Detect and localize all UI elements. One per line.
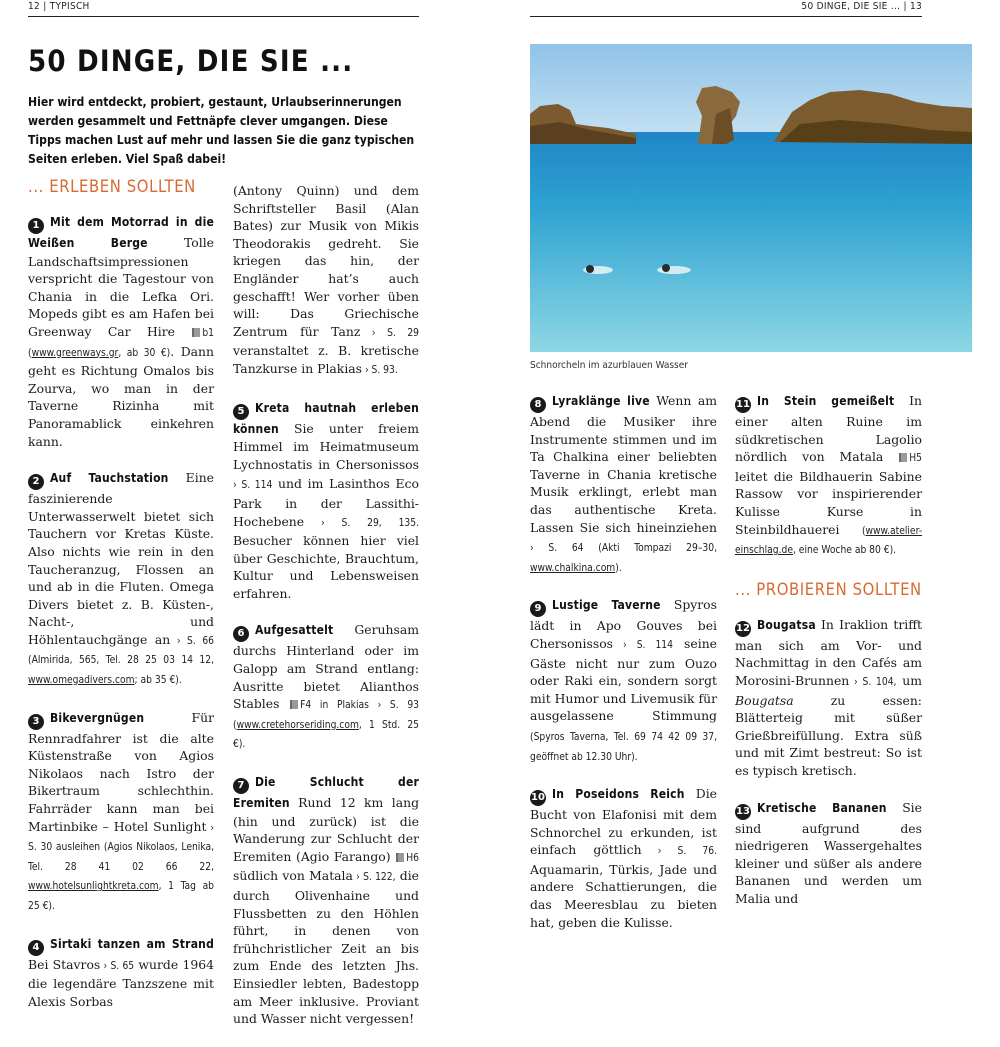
entry-info: , 1 Std. 25 €). [233, 719, 419, 751]
list-item [28, 469, 214, 690]
entry-text: Für Rennradfahrer ist die alte Küstenstraße von Agios Nikolaos nach Istro der Bikertraum schlechthin. Fahrräder kann man bei Martinbike – Hotel Sunlight [28, 709, 214, 834]
entry-text: Besucher können hier viel über Geschichte, Brauchtum, Kultur und Lebensweisen erfahren. [233, 533, 419, 601]
entry-text: Sie unter freiem Himmel im Heimatmuseum Lychnostatis in Chersonissos [233, 420, 419, 472]
entry-info: , 1 Tag ab 25 €). [28, 881, 214, 912]
entry-text: und im Lasinthos Eco Park in der Lassithi-Hochebene [233, 476, 419, 529]
entry-title: Bikevergnügen [50, 710, 145, 725]
page-header-right [530, 0, 922, 17]
entry-info: › S. 29 [360, 327, 419, 339]
entry-number: 3 [28, 714, 44, 730]
website-link[interactable]: www.chalkina.com [530, 562, 616, 574]
list-item [233, 621, 419, 754]
entry-title: In Poseidons Reich [552, 787, 685, 802]
entry-title: Lustige Taverne [552, 598, 661, 613]
list-item [530, 785, 717, 931]
entry-text: Bei Stavros [28, 956, 101, 972]
entry-info: › S. 122, [352, 872, 396, 884]
entry-text: Eine faszinierende Unterwasserwelt bietet sich Tauchern vor Kretas Küste. Also nichts wie rein in den Taucheranzug, Flossen an und ab in die Fluten. Omega Divers bietet z. B. Küsten-, Nacht-, und Höhlentauchgänge an [28, 470, 215, 647]
header-right-label: 50 DINGE, DIE SIE ... | 13 [801, 1, 922, 12]
snorkeling-photo [530, 44, 972, 352]
swimmer-2-head [662, 264, 670, 272]
entry-text: seine Gäste nicht nur zum Ouzo oder Raki ein, sondern sorgt mit Humor und Livemusik für ausgelassene Stimmung [530, 635, 718, 724]
entry-info: ). [615, 562, 622, 574]
website-link[interactable]: www.hotelsunlightkreta.com [28, 881, 159, 893]
entry-number: 11 [735, 397, 751, 413]
entry-title: In Stein gemeißelt [757, 394, 895, 408]
entry-text: wurde 1964 die legendäre Tanzszene mit Alexis Sorbas [28, 956, 215, 1009]
entry-number: 7 [233, 778, 249, 794]
intro-text: Hier wird entdeckt, probiert, gestaunt, Urlaubserinnerungen werden gesammelt und Fettnäpfe clever umgangen. Diese Tipps machen Lust auf mehr und lassen Sie die ganz typischen Seiten erleben. Viel Spaß dabei! [28, 95, 415, 166]
map-icon [396, 853, 404, 862]
entry-info: › S. 66 (Almirida, 565, Tel. 28 25 03 14 12, [28, 635, 214, 667]
entry-text: . Dann geht es Richtung Omalos bis Zourva, wo man in der Taverne Rizinha mit Panoramablick einkehren kann. [28, 343, 214, 449]
photo-caption: Schnorcheln im azurblauen Wasser [530, 360, 688, 371]
entry-info: › S. 65 [100, 960, 135, 972]
list-item-continuation [233, 182, 419, 380]
entry-info: H5 [909, 453, 922, 465]
entry-info: › S. 114 [233, 480, 273, 492]
entry-emphasis: Bougatsa [735, 692, 794, 708]
entry-info: F4 in Plakias › S. 93 ( [233, 700, 419, 731]
entry-info: › S. 76. [641, 846, 717, 858]
section-heading-erleben: ... ERLEBEN SOLLTEN [28, 177, 196, 196]
entry-text: südlich von Matala [233, 868, 353, 884]
entry-text: (Antony Quinn) und dem Schriftsteller Basil (Alan Bates) zur Musik von Mikis Theodorakis gedreht. Sie kriegen das hin, der Engländer hat’s auch geschafft! Wer vorher üben will: Das Griechische Zentrum für Tanz [233, 183, 419, 339]
website-link[interactable]: www.greenways.gr [31, 347, 119, 359]
entry-info: › S. 104, [849, 676, 897, 688]
entry-info: (Spyros Taverna, Tel. 69 74 42 09 37, geöffnet ab 12.30 Uhr). [530, 731, 717, 763]
website-link[interactable]: www.atelier-einschlag.de [735, 525, 922, 557]
column-2 [233, 182, 419, 1047]
entry-info: › S. 64 (Akti Tompazi 29–30, [530, 543, 717, 555]
list-item [530, 392, 717, 577]
list-item [28, 213, 214, 450]
entry-number: 12 [735, 621, 751, 637]
entry-text: Die Bucht von Elafonisi mit dem Schnorchel zu erkunden, ist einfach göttlich [530, 786, 717, 858]
swimmer-1-head [586, 265, 594, 273]
entry-info: › S. 30 ausleihen (Agios Nikolaos, Lenika, Tel. 28 41 02 66 22, [28, 822, 214, 873]
website-link[interactable]: www.cretehorseriding.com [236, 719, 359, 731]
list-item [735, 616, 922, 780]
list-item [28, 935, 214, 1011]
entry-text: Sie sind aufgrund des niedrigeren Wassergehaltes kleiner und süßer als andere Bananen und werden um Malia und [735, 799, 922, 906]
entry-title: Kretische Bananen [757, 800, 887, 815]
entry-title: Auf Tauchstation [50, 471, 169, 486]
entry-title: Sirtaki tanzen am Strand [50, 936, 214, 951]
entry-title: Aufgesattelt [255, 623, 334, 638]
entry-info: › S. 114 [613, 639, 673, 651]
entry-info: b1 ( [28, 327, 214, 359]
page-title: 50 DINGE, DIE SIE ... [28, 44, 354, 78]
entry-title: Die Schlucht der Eremiten [233, 775, 419, 811]
entry-info: H6 [406, 852, 419, 864]
entry-number: 1 [28, 218, 44, 234]
entry-info: , eine Woche ab 80 €). [792, 545, 897, 557]
entry-text: In einer alten Ruine im südkretischen Lagolio nördlich von Matala [735, 393, 922, 465]
list-item [530, 596, 717, 766]
entry-number: 13 [735, 804, 751, 820]
entry-text: die durch Olivenhaine und Flussbetten zu den Höhlen führt, in denen von frühchristlicher Zeit an bis zum Ende des letzten Jhs. Einsiedler lebten, Badestopp am Meer inklusive. Proviant und Wasser nicht vergessen! [233, 868, 419, 1027]
sea [530, 132, 972, 352]
list-item [735, 392, 922, 560]
entry-title: Lyraklänge live [552, 394, 650, 408]
entry-text: um [896, 672, 923, 688]
seascape-image [530, 44, 972, 352]
entry-text: Wenn am Abend die Musiker ihre Instrumente stimmen und im Ta Chalkina einer beliebten Taverne in Chania kretische Musik erklingt, erlebt man das authentische Kreta. Lassen Sie sich hineinziehen [530, 393, 718, 535]
entry-text: zu essen: Blätterteig mit süßer Grießbreifüllung. Extra süß und mit Zimt bestreut: So ist es typisch kretisch. [735, 692, 922, 778]
entry-text: Spyros lädt in Apo Gouves bei Chersonissos [530, 597, 717, 651]
website-link[interactable]: www.omegadivers.com [28, 675, 135, 687]
entry-title: Kreta hautnah erleben können [233, 400, 419, 436]
map-icon [899, 453, 907, 462]
entry-text: veranstaltet z. B. kretische Tanzkurse in Plakias [233, 343, 419, 376]
column-4 [735, 392, 922, 926]
entry-text: Aquamarin, Türkis, Jade und andere Schattierungen, die das Meeresblau zu bieten hat, geben die Kulisse. [530, 861, 717, 930]
list-item [233, 773, 419, 1028]
entry-number: 8 [530, 397, 546, 413]
list-item [233, 399, 419, 603]
entry-info: › S. 93. [362, 364, 398, 376]
entry-number: 6 [233, 626, 249, 642]
entry-number: 9 [530, 601, 546, 617]
entry-info: › S. 29, 135. [304, 517, 419, 529]
map-icon [192, 328, 200, 337]
entry-number: 5 [233, 404, 249, 420]
entry-number: 4 [28, 940, 44, 956]
entry-info: , ab 30 €) [118, 347, 171, 359]
entry-number: 10 [530, 790, 546, 806]
entry-text: Rund 12 km lang (hin und zurück) ist die Wanderung zur Schlucht der Eremiten (Agio Farango) [233, 795, 419, 864]
entry-text: leitet die Bildhauerin Sabine Rassow vor inspirierender Kulisse Kurse in Steinbildhauerei [735, 468, 922, 537]
header-left-label: 12 | TYPISCH [28, 1, 90, 12]
entry-number: 2 [28, 474, 44, 490]
entry-title: Mit dem Motorrad in die Weißen Berge [28, 215, 214, 250]
entry-text: In Iraklion trifft man sich am Vor- und Nachmittag in den Cafés am Morosini-Brunnen [735, 616, 922, 688]
column-1 [28, 176, 214, 1029]
entry-info: ( [839, 525, 866, 537]
column-3 [530, 392, 717, 950]
page-header-left [28, 0, 419, 17]
section-heading-probieren: ... PROBIEREN SOLLTEN [735, 579, 922, 599]
entry-info: ; ab 35 €). [134, 675, 182, 687]
list-item [735, 799, 922, 908]
list-item [28, 709, 214, 916]
entry-text: Geruhsam durchs Hinterland oder im Galopp am Strand entlang: Ausritte bietet Alianthos Stables [233, 622, 419, 712]
map-icon [290, 700, 298, 709]
entry-title: Bougatsa [757, 617, 816, 632]
entry-text: Tolle Landschaftsimpressionen verspricht die Tagestour von Chania in die Lefka Ori. Mopeds gibt es am Hafen bei Greenway Car Hire [28, 235, 214, 339]
